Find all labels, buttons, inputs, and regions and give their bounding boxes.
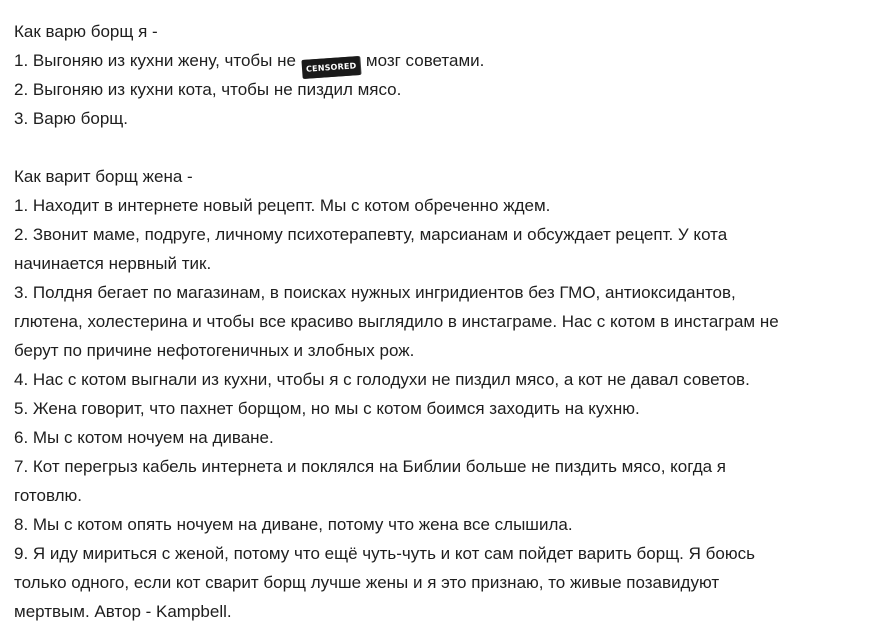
section1-item-1: [14, 46, 866, 75]
item-text-before: 1. Выгоняю из кухни жену, чтобы не: [14, 51, 296, 70]
section2-item-3-line-3: берут по причине нефотогеничных и злобных рож.: [14, 341, 415, 360]
section2-item-4: 4. Нас с котом выгнали из кухни, чтобы я с голодухи не пиздил мясо, а кот не давал советов.: [14, 370, 750, 389]
section2-item-1: 1. Находит в интернете новый рецепт. Мы с котом обреченно ждем.: [14, 196, 551, 215]
section2-item-3-line-2: глютена, холестерина и чтобы все красиво выглядило в инстаграме. Нас с котом в инстаграм не: [14, 312, 779, 331]
joke-text: [14, 17, 866, 626]
section2-item-7-line-1: 7. Кот перегрыз кабель интернета и поклялся на Библии больше не пиздить мясо, когда я: [14, 457, 726, 476]
section2-heading: Как варит борщ жена -: [14, 167, 193, 186]
section2-item-9-line-1: 9. Я иду мириться с женой, потому что ещё чуть-чуть и кот сам пойдет варить борщ. Я боюсь: [14, 544, 755, 563]
section2-item-2-line-1: 2. Звонит маме, подруге, личному психотерапевту, марсианам и обсуждает рецепт. У кота: [14, 225, 728, 244]
section1-heading: Как варю борщ я -: [14, 22, 158, 41]
section1-item-3: 3. Варю борщ.: [14, 109, 128, 128]
section2-item-6: 6. Мы с котом ночуем на диване.: [14, 428, 274, 447]
section2-item-2-line-2: начинается нервный тик.: [14, 254, 212, 273]
item-text-after: мозг советами.: [365, 51, 485, 70]
section2-item-5: 5. Жена говорит, что пахнет борщом, но мы с котом боимся заходить на кухню.: [14, 399, 640, 418]
section2-item-8: 8. Мы с котом опять ночуем на диване, потому что жена все слышила.: [14, 515, 573, 534]
censored-stamp: CENSORED: [301, 56, 361, 79]
section2-item-7-line-2: готовлю.: [14, 486, 82, 505]
section2-item-3-line-1: 3. Полдня бегает по магазинам, в поисках нужных ингридиентов без ГМО, антиоксидантов,: [14, 283, 736, 302]
section2-item-9-line-2: только одного, если кот сварит борщ лучше жены и я это признаю, то живые позавидуют: [14, 573, 720, 592]
section2-item-9-line-3: мертвым. Автор - Kampbell.: [14, 602, 232, 621]
blank-line: [14, 133, 866, 162]
section1-item-2: 2. Выгоняю из кухни кота, чтобы не пиздил мясо.: [14, 80, 402, 99]
